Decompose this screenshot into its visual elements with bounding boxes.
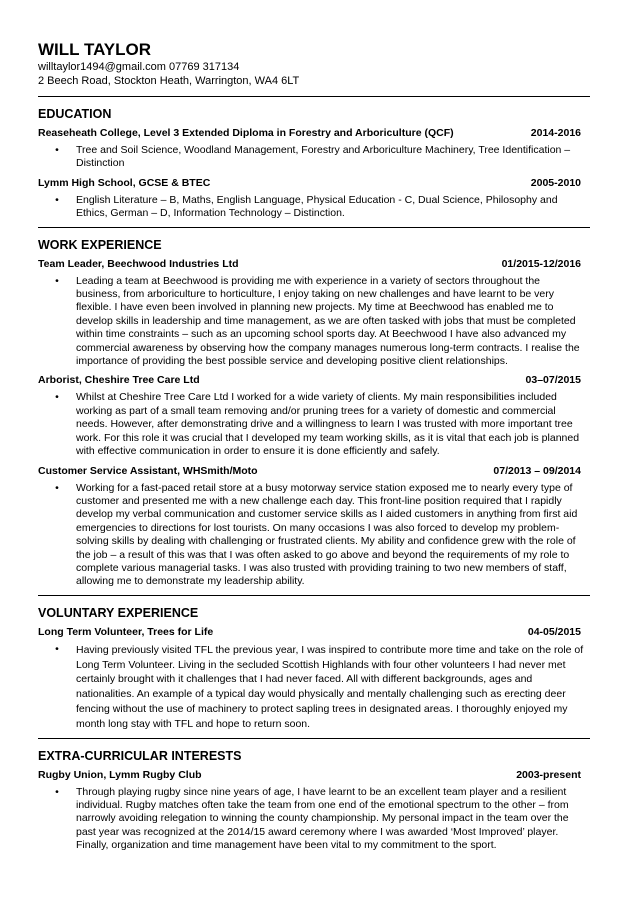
extra-curricular-section [38,749,590,853]
entry-date: 04-05/2015 [527,625,581,638]
entry-heading: Long Term Volunteer, Trees for Life [38,625,214,638]
section-title: EXTRA-CURRICULAR INTERESTS [38,748,242,763]
bullet-icon: • [55,391,59,404]
bullet-icon: • [55,274,59,287]
entry-heading-row [38,177,581,190]
section-title: EDUCATION [38,107,112,121]
entry-description: Working for a fast-paced retail store at a busy motorway service station exposed me to nearly every type of customer and presented me with a new challenge each day. This front-line position required that I rapidly develop my verbal communication and customer service skills as I aided customers in anything from first aid emergencies to directions for lost tourists. On many occasions I was also forced to develop my problem-solving skills by dealing with challenging or frustrated clients. My ability and confidence grew with the role of the job – a result of this was that I was often asked to go above and beyond the requirements of my role to complete various managerial tasks. I was also trusted with providing training to two new members of staff, allowing me to demonstrate my leadership ability. [76,481,578,588]
section-title: VOLUNTARY EXPERIENCE [38,605,199,620]
entry-heading: Reaseheath College, Level 3 Extended Diploma in Forestry and Arboriculture (QCF) [38,127,454,139]
bullet-icon: • [55,193,59,206]
section-divider [38,595,590,596]
entry-date: 03–07/2015 [525,374,581,387]
entry-heading: Lymm High School, GCSE & BTEC [38,176,211,189]
entry-description: Having previously visited TFL the previous year, I was inspired to contribute more time and take on the role of Long Term Volunteer. Living in the secluded Scottish Highlands with four other volunteers I had never met certainly brought with it challenges that I had never faced. All with different backgrounds, ages and nationalities. An example of a typical day would physically and mentally challenging such as erecting deer fencing without the use of machinery to protect sapling trees in designated areas. I thoroughly enjoyed my month long stay with TFL and hope to return soon. [76,643,584,730]
entry-heading: Customer Service Assistant, WHSmith/Moto [38,464,258,477]
work-experience-section [38,238,590,589]
address-line: 2 Beech Road, Stockton Heath, Warrington, WA4 6LT [38,75,300,87]
entry-date: 2014-2016 [530,127,581,139]
entry-heading: Rugby Union, Lymm Rugby Club [38,768,202,781]
entry-heading-row [38,127,581,140]
voluntary-experience-section [38,606,590,732]
list-item [38,275,590,369]
list-item [38,786,590,853]
entry-date: 2003-present [516,768,581,781]
entry-date: 2005-2010 [530,176,581,189]
entry-description: Whilst at Cheshire Tree Care Ltd I worked for a wide variety of clients. My main responsibilities included working as part of a small team removing and/or pruning trees for a variety of domestic and commercial needs. However, after demonstrating drive and a willingness to learn I was trusted with more important tree work. For this role it was crucial that I developed my team working skills, as it is vital that each job is planned with effective communication in order to ensure it is done efficiently and safely. [76,391,580,458]
contact-line: willtaylor1494@gmail.com 07769 317134 [38,61,240,73]
entry-date: 01/2015-12/2016 [501,257,581,270]
entry-heading-row [38,258,581,271]
entry-date: 07/2013 – 09/2014 [493,464,581,477]
section-divider [38,738,590,739]
entry-heading-row [38,374,581,387]
section-title: WORK EXPERIENCE [38,237,162,252]
entry-description: Through playing rugby since nine years of age, I have learnt to be an excellent team player and a resilient individual. Rugby matches often take the team from one end of the emotional spectrum to the other – from narrowly avoiding relegation to winning the county championship. My personal impact in the team over the past year was recognized at the 2014/15 award ceremony where I was awarded ‘Most Improved’ player. Finally, organization and time management have been vital to my commitment to the sport. [76,785,569,852]
section-divider [38,96,590,97]
entry-heading-row [38,769,581,782]
list-item [38,391,590,458]
bullet-icon: • [55,785,59,798]
bullet-icon: • [55,144,59,156]
entry-heading: Arborist, Cheshire Tree Care Ltd [38,374,200,387]
section-divider [38,227,590,228]
entry-heading: Team Leader, Beechwood Industries Ltd [38,257,239,270]
entry-heading-row [38,465,581,478]
bullet-icon: • [55,642,59,655]
entry-description: English Literature – B, Maths, English Language, Physical Education - C, Dual Science, Philosophy and Ethics, German – D, Information Technology – Distinction. [76,193,558,220]
entry-description: Tree and Soil Science, Woodland Management, Forestry and Arboriculture Machinery, Tree Identification – Distinction [76,144,571,170]
list-item [38,643,590,732]
list-item [38,194,590,221]
education-section [38,107,590,221]
entry-heading-row [38,626,581,639]
bullet-icon: • [55,481,59,494]
list-item [38,144,590,171]
list-item [38,482,590,589]
entry-description: Leading a team at Beechwood is providing me with experience in a variety of sectors throughout the business, from arboriculture to horticulture, I enjoy taking on new challenges and have learnt to be very flexible. I have even been involved in planning new projects. My time at Beechwood has enabled me to develop skills in leadership and time management, as we are often tasked with jobs that must be completed within time constraints – such as an upcoming school sports day. At Beechwood I have also advanced my commercial awareness by observing how the company manages numerous long-term contracts. I realise the importance of providing the best possible service and developing positive client relationships. [76,274,580,368]
resume-page [38,40,590,859]
candidate-name: WILL TAYLOR [38,40,152,59]
